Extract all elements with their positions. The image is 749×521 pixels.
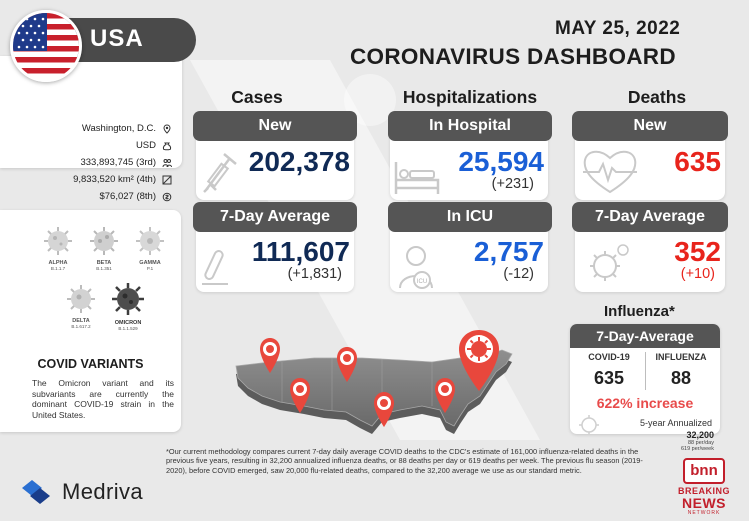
influenza-flu-label: INFLUENZA	[655, 352, 707, 362]
country-income	[73, 188, 172, 205]
influenza-increase: 622% increase	[596, 395, 694, 411]
deaths-avg-tab: 7-Day Average	[572, 202, 728, 232]
income-icon	[162, 192, 172, 202]
map-pin-icon	[372, 390, 396, 428]
variant-omicron-name: OMICRON	[114, 320, 142, 326]
variant-gamma-code: P.1	[146, 266, 154, 271]
in-hospital-tab: In Hospital	[388, 111, 552, 141]
medriva-logo-text: Medriva	[62, 479, 144, 504]
map-pin-icon	[433, 376, 457, 414]
icu-change: (-12)	[503, 266, 534, 282]
currency-text: USD	[135, 140, 156, 151]
bnn-logo[interactable]	[676, 458, 732, 516]
influenza-virus-icon	[576, 412, 606, 434]
country-name: USA	[90, 25, 144, 52]
bnn-network: NETWORK	[687, 510, 721, 516]
money-bag-icon	[162, 141, 172, 151]
map-pin-icon	[258, 336, 282, 374]
icu-icon-label: ICU	[416, 279, 428, 285]
capital-text: Washington, D.C.	[81, 123, 156, 134]
icu-tab: In ICU	[388, 202, 552, 232]
cases-avg-value: 111,607	[251, 236, 350, 267]
influenza-avg-label: 7-Day-Average	[570, 324, 720, 348]
deaths-title: Deaths	[627, 87, 687, 107]
deaths-avg-change: (+10)	[680, 266, 715, 282]
variant-gamma-name: GAMMA	[139, 260, 161, 266]
country-population	[73, 154, 172, 171]
cases-avg-tab: 7-Day Average	[193, 202, 357, 232]
country-panel	[0, 10, 182, 202]
methodology-footnote: *Our current methodology compares current 7-day daily average COVID deaths to the CDC's estimate of 161,000 influenza-related deaths in the previous five years, resulting in 32,200 annualized influenza deaths, or 88 deaths per day or 619 deaths per week. The previous flu season (2019-2020), before COVID emerged, saw 20,000 flu-related deaths, compared to the 32,200 average we use as our standard metric.	[166, 447, 643, 475]
variant-beta-name: BETA	[96, 260, 112, 266]
area-icon	[162, 175, 172, 185]
map-pin-large-icon	[457, 328, 501, 392]
influenza-per-week: 619 per/week	[680, 446, 714, 452]
cases-new-value: 202,378	[248, 146, 350, 177]
country-capital	[73, 120, 172, 137]
variant-beta	[84, 224, 124, 271]
variants-title: COVID VARIANTS	[37, 357, 144, 371]
variant-alpha-code: B.1.1.7	[50, 266, 66, 271]
bnn-badge: bnn	[683, 458, 725, 484]
variant-beta-code: B.1.351	[96, 266, 112, 271]
bnn-breaking: BREAKING	[677, 486, 730, 496]
covid-variants-panel	[0, 210, 181, 432]
gamma-virus-icon	[133, 224, 167, 258]
country-info-list	[73, 120, 172, 205]
dashboard-date: MAY 25, 2022	[555, 18, 681, 39]
alpha-virus-icon	[41, 224, 75, 258]
delta-virus-icon	[64, 282, 98, 316]
influenza-covid-label: COVID-19	[588, 352, 630, 362]
medriva-logo-icon	[20, 478, 52, 506]
variant-delta	[60, 282, 102, 329]
variants-description: The Omicron variant and its subvariants are currently the dominant COVID-19 strain in the United States.	[32, 378, 174, 420]
in-hospital-change: (+231)	[491, 176, 534, 192]
income-text: $76,027 (8th)	[99, 191, 156, 202]
variant-alpha-name: ALPHA	[48, 260, 68, 266]
area-text: 9,833,520 km² (4th)	[73, 174, 156, 185]
deaths-new-value: 635	[674, 146, 721, 177]
population-text: 333,893,745 (3rd)	[80, 157, 156, 168]
bnn-news: NEWS	[682, 495, 726, 511]
dashboard-title: CORONAVIRUS DASHBOARD	[350, 44, 676, 69]
cases-title: Cases	[231, 87, 283, 107]
omicron-virus-icon	[109, 280, 147, 318]
variant-omicron-code: B.1.1.529	[118, 326, 138, 331]
heart-monitor-icon	[581, 146, 639, 196]
influenza-five-year-value: 32,200	[686, 430, 714, 440]
influenza-title: Influenza*	[604, 303, 675, 320]
influenza-flu-value: 88	[670, 368, 692, 388]
cases-avg-change: (+1,831)	[287, 266, 342, 282]
influenza-five-year-label: 5-year Annualized	[639, 418, 712, 428]
influenza-card	[570, 324, 720, 434]
country-area	[73, 171, 172, 188]
country-currency	[73, 137, 172, 154]
variant-omicron	[106, 280, 150, 331]
variant-alpha	[38, 224, 78, 271]
variant-gamma	[130, 224, 170, 271]
icu-value: 2,757	[473, 236, 544, 267]
medriva-logo[interactable]	[20, 478, 143, 506]
variant-delta-code: B.1.617.2	[71, 324, 91, 329]
influenza-per-day: 88 per/day	[688, 440, 714, 446]
map-pin-icon	[335, 345, 359, 383]
influenza-covid-value: 635	[593, 368, 625, 388]
variant-delta-name: DELTA	[72, 318, 90, 324]
influenza-divider	[645, 352, 646, 390]
beta-virus-icon	[87, 224, 121, 258]
cases-new-tab: New	[193, 111, 357, 141]
map-pin-icon	[288, 376, 312, 414]
deaths-avg-value: 352	[674, 236, 721, 267]
hospitalizations-title: Hospitalizations	[402, 87, 538, 107]
virus-icon	[585, 240, 631, 288]
usa-flag-icon	[10, 10, 82, 82]
in-hospital-value: 25,594	[458, 146, 544, 177]
population-icon	[162, 158, 172, 168]
deaths-new-tab: New	[572, 111, 728, 141]
location-pin-icon	[162, 124, 172, 134]
